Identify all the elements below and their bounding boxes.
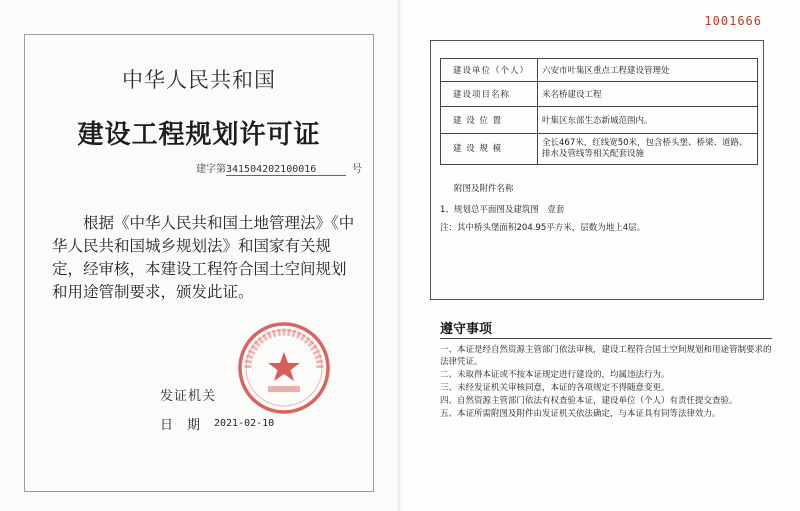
rules-divider [440,338,772,339]
table-value: 米名桥建设工程 [538,82,758,107]
table-key: 建设单位（个人） [441,59,538,82]
date-label: 日期 [160,418,215,433]
attachment-note: 注：其中桥头堡面积204.95平方米，层数为地上4层。 [440,223,646,233]
attachments-title: 附图及附件名称 [454,184,514,194]
table-key: 建设项目名称 [441,82,538,107]
list-item: 一、本证是经自然资源主管部门依法审核，建设工程符合国土空间规划和用途管制要求的法律凭证。 [440,345,772,367]
certificate-body: 根据《中华人民共和国土地管理法》《中华人民共和国城乡规划法》和国家有关规定，经审核，本建设工程符合国土空间规划和用途管制要求，颁发此证。 [52,214,355,301]
certificate-title: 建设工程规划许可证 [77,120,321,150]
document-number-suffix: 号 [352,164,362,175]
table-row [441,134,758,165]
list-item: 二、未取得本证或不按本证规定进行建设的，均属违法行为。 [440,370,670,380]
serial-number: 1001666 [704,14,762,28]
document-number-value: 341504202100016 [226,164,346,176]
table-key: 建 设 位 置 [441,107,538,134]
rules-title: 遵守事项 [440,322,493,337]
table-value: 六安市叶集区重点工程建设管理处 [538,59,758,82]
issuer-label: 发证机关 [160,389,217,404]
issue-date: 2021-02-10 [214,418,275,429]
attachment-item: 1、规划总平面图及建筑图 壹套 [440,205,565,215]
document-number [196,160,362,176]
table-row [441,107,758,134]
list-item: 五、本证所需附图及附件由发证机关依法确定，与本证具有同等法律效力。 [440,409,721,419]
table-row [441,59,758,82]
list-item: 四、自然资源主管部门依法有权查验本证，建设单位（个人）有责任提交查验。 [440,396,738,406]
table-value: 叶集区东部生态新城范围内。 [538,107,758,134]
list-item: 三、未经发证机关审核同意，本证的各项规定不得随意变更。 [440,383,670,393]
table-key: 建 设 规 模 [441,134,538,165]
table-value: 全长467米，红线宽50米，包含桥头堡、桥梁、道路、排水及管线等相关配套设施 [538,134,758,165]
document-number-prefix: 建字第 [196,164,226,175]
country-title: 中华人民共和国 [122,68,276,92]
left-page [0,0,398,511]
official-seal-icon [234,318,334,418]
project-info-table [440,58,758,165]
right-page [402,0,800,511]
rules-list [440,344,772,421]
table-row [441,82,758,107]
